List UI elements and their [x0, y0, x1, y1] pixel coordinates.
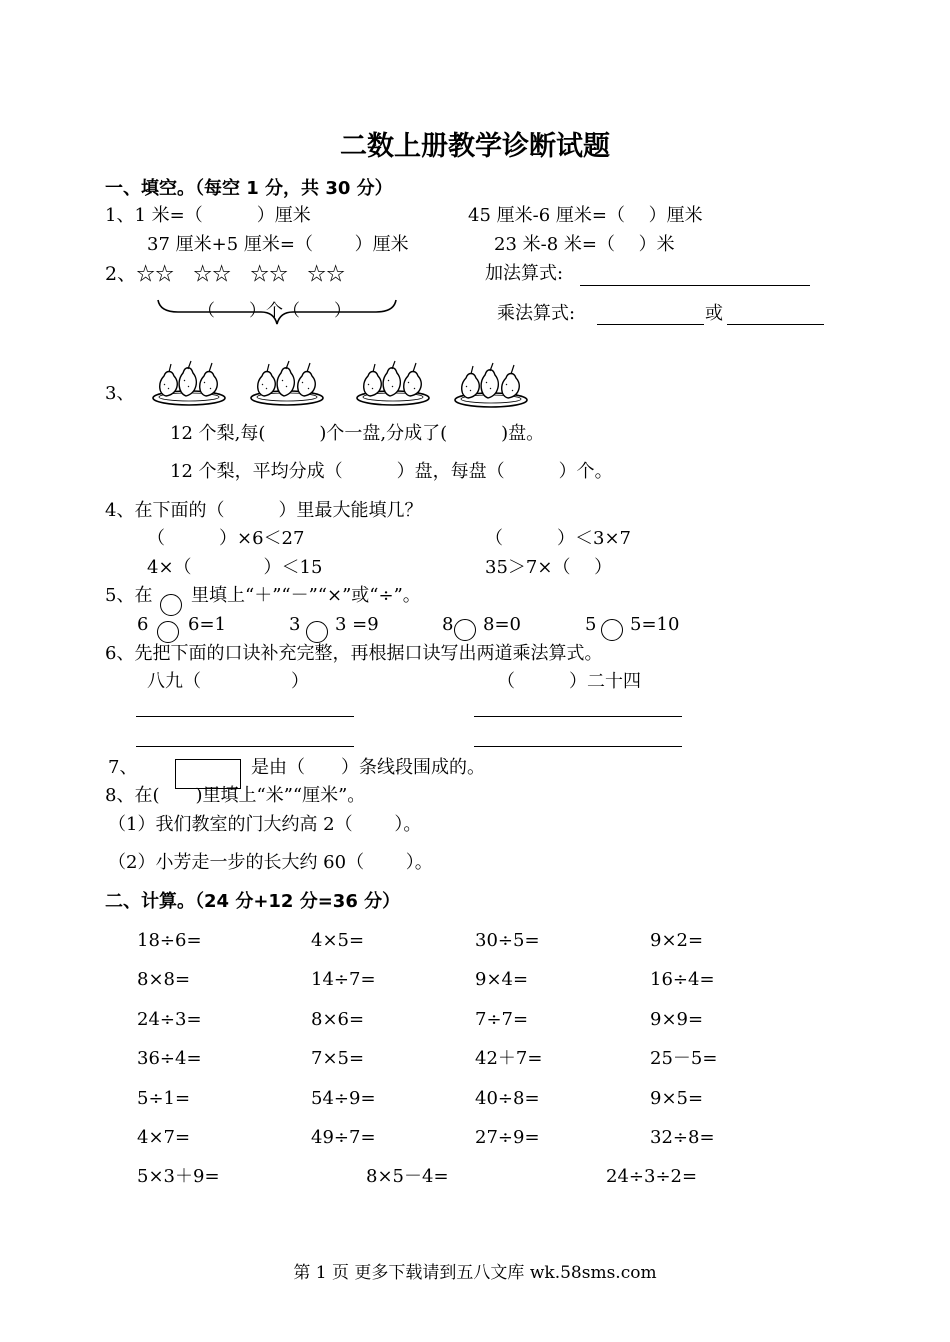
q3-number: 3、: [105, 383, 135, 404]
calc-problem: 30÷5=: [475, 930, 540, 951]
calc-problem: 4×5=: [311, 930, 365, 951]
q5-item-right: 6=1: [188, 614, 226, 635]
q1-d: 23 米-8 米=（ ）米: [494, 234, 675, 255]
q1-a: 1、1 米=（ ）厘米: [105, 205, 311, 226]
q5-prompt-pre: 5、在: [105, 585, 153, 606]
q4-a: （ ）×6＜27: [147, 528, 305, 549]
q8-b: （2）小芳走一步的长大约 60（ ）。: [108, 852, 433, 873]
q2-brace-label: （ ）个（ ）: [198, 301, 351, 321]
calc-problem: 16÷4=: [650, 969, 715, 990]
calc-problem: 7÷7=: [475, 1009, 529, 1030]
q6-answer-line[interactable]: [474, 746, 682, 747]
q5-prompt-post: 里填上“＋”“－”“×”或“÷”。: [191, 585, 421, 606]
q5-example-circle: [160, 594, 182, 616]
section-2-heading: 二、计算。（24 分+12 分=36 分）: [105, 891, 401, 912]
q7-number: 7、: [108, 757, 138, 778]
calc-problem: 27÷9=: [475, 1127, 540, 1148]
calc-problem: 32÷8=: [650, 1127, 715, 1148]
q2-or: 或: [705, 303, 723, 324]
calc-problem: 54÷9=: [311, 1088, 376, 1109]
q3-line-1: 12 个梨,每( )个一盘,分成了( )盘。: [170, 423, 545, 444]
q7-text: 是由（ ）条线段围成的。: [251, 757, 485, 778]
q5-operator-circle[interactable]: [157, 621, 179, 643]
q4-prompt: 4、在下面的（ ）里最大能填几？: [105, 500, 423, 521]
calc-problem: 36÷4=: [137, 1048, 202, 1069]
calc-problem: 9×5=: [650, 1088, 704, 1109]
calc-problem: 8×6=: [311, 1009, 365, 1030]
calc-problem: 9×4=: [475, 969, 529, 990]
calc-problem: 9×2=: [650, 930, 704, 951]
calc-problem: 5÷1=: [137, 1088, 191, 1109]
calc-problem: 14÷7=: [311, 969, 376, 990]
q5-operator-circle[interactable]: [601, 619, 623, 641]
q6-answer-line[interactable]: [474, 716, 682, 717]
calc-problem: 40÷8=: [475, 1088, 540, 1109]
calc-problem: 42＋7=: [475, 1048, 543, 1069]
q5-item-left: 5: [585, 614, 597, 635]
q5-item-right: 3 =9: [335, 614, 379, 635]
q5-item-right: 5=10: [630, 614, 680, 635]
q5-operator-circle[interactable]: [306, 621, 328, 643]
page-title: 二数上册教学诊断试题: [340, 131, 610, 162]
pear-plate-icon: [248, 360, 326, 408]
q6-prompt: 6、先把下面的口诀补充完整，再根据口诀写出两道乘法算式。: [105, 643, 603, 664]
q1-b: 45 厘米-6 厘米=（ ）厘米: [468, 205, 703, 226]
pear-plate-icon: [354, 360, 432, 408]
pear-plate-icon: [150, 360, 228, 408]
q2-mul-label: 乘法算式:: [497, 303, 576, 324]
q5-item-right: 8=0: [483, 614, 521, 635]
q6-b: （ ）二十四: [497, 671, 641, 692]
q2-add-label: 加法算式:: [485, 263, 564, 284]
calc-problem: 4×7=: [137, 1127, 191, 1148]
calc-problem: 8×5－4=: [366, 1166, 449, 1187]
q5-item-left: 3: [289, 614, 301, 635]
q8-prompt: 8、在( )里填上“米”“厘米”。: [105, 785, 366, 806]
q4-c: 4×（ ）＜15: [147, 557, 323, 578]
calc-problem: 8×8=: [137, 969, 191, 990]
calc-problem: 9×9=: [650, 1009, 704, 1030]
q8-a: （1）我们教室的门大约高 2（ ）。: [108, 814, 422, 835]
calc-problem: 18÷6=: [137, 930, 202, 951]
q4-d: 35＞7×（ ）: [485, 557, 613, 578]
calc-problem: 49÷7=: [311, 1127, 376, 1148]
q2-mul-blank-2[interactable]: [727, 324, 824, 325]
q6-a: 八九（ ）: [147, 671, 309, 692]
q3-line-2: 12 个梨，平均分成（ ）盘，每盘（ ）个。: [170, 461, 613, 482]
calc-problem: 7×5=: [311, 1048, 365, 1069]
q6-answer-line[interactable]: [136, 746, 354, 747]
q1-c: 37 厘米+5 厘米=（ ）厘米: [147, 234, 409, 255]
calc-problem: 5×3＋9=: [137, 1166, 220, 1187]
q2-add-blank[interactable]: [580, 285, 810, 286]
q2-mul-blank-1[interactable]: [597, 324, 704, 325]
q4-b: （ ）＜3×7: [485, 528, 631, 549]
q6-answer-line[interactable]: [136, 716, 354, 717]
section-1-heading: 一、填空。（每空 1 分，共 30 分）: [105, 178, 393, 199]
pear-plate-icon: [452, 362, 530, 410]
calc-problem: 24÷3=: [137, 1009, 202, 1030]
calc-problem: 24÷3÷2=: [606, 1166, 698, 1187]
q2-stars: 2、☆☆ ☆☆ ☆☆ ☆☆: [105, 263, 346, 285]
calc-problem: 25－5=: [650, 1048, 718, 1069]
page-footer: 第 1 页 更多下载请到五八文库 wk.58sms.com: [293, 1263, 657, 1283]
q5-item-left: 6: [137, 614, 149, 635]
q5-item-left: 8: [442, 614, 454, 635]
q5-operator-circle[interactable]: [454, 619, 476, 641]
